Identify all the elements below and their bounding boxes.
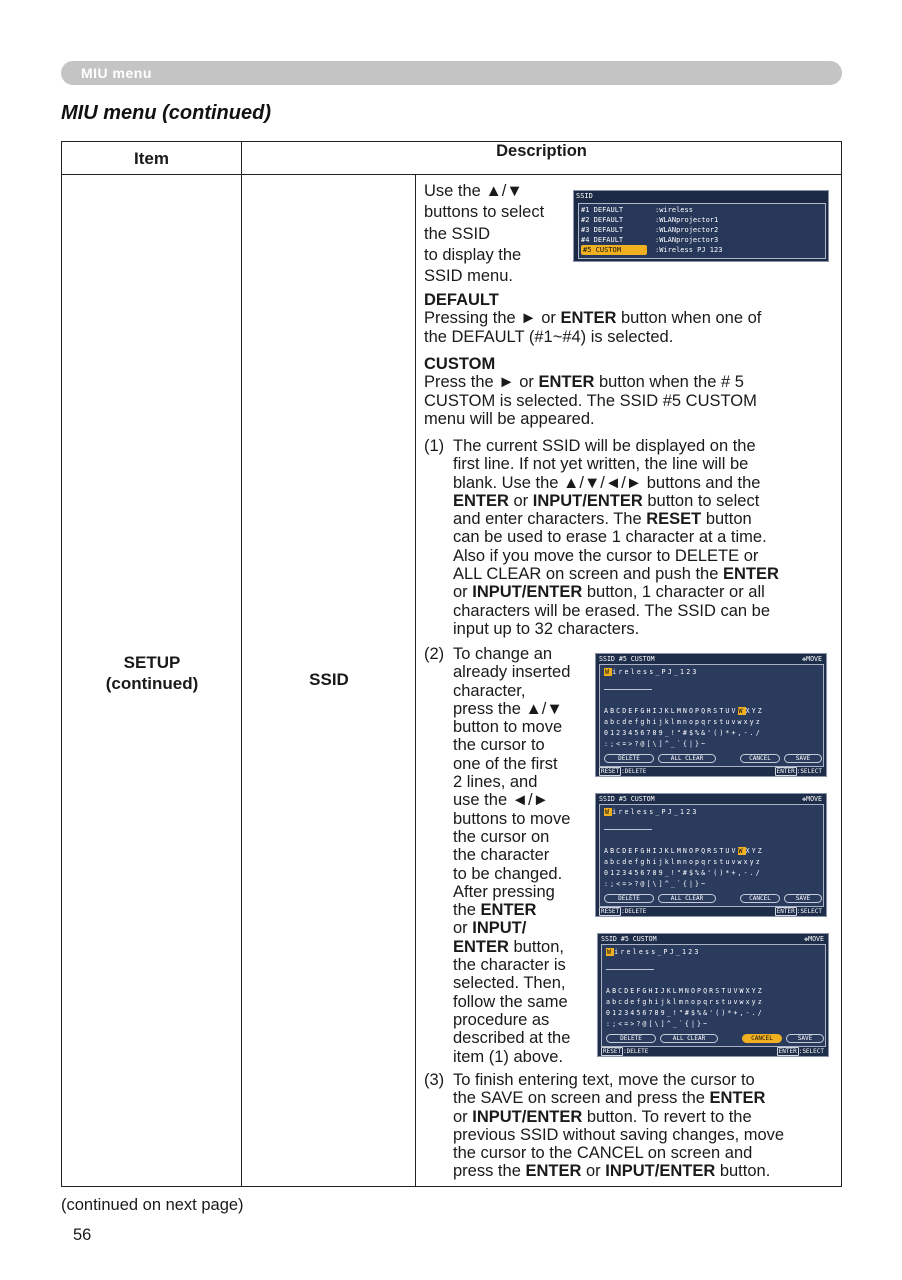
ssid-row-name: #2 DEFAULT (581, 216, 624, 224)
char-row-symbols: :;<=>?@[\]^_`{|}~ (604, 880, 708, 888)
intro-text (424, 181, 544, 287)
intro-line: to display the (424, 245, 522, 264)
ssid-row-name: #1 DEFAULT (581, 206, 624, 214)
dpad-icon: ✥ (802, 795, 807, 803)
dpad-icon: ✥ (802, 655, 807, 663)
item-name: SETUP (123, 653, 181, 672)
step-3-text: To finish entering text, move the cursor to the SAVE on screen and press the ENTER or INPUT/ENTER button. To revert to the previous SSID without saving changes, move the cursor to the CANCEL on screen and press the ENTER or INPUT/ENTER button. (453, 1071, 785, 1181)
cancel-button: CANCEL (740, 894, 780, 903)
page-number: 56 (73, 1226, 92, 1244)
char-row-lower: abcdefghijklmnopqrstuvwxyz (606, 998, 764, 1006)
step-3-number: (3) (424, 1071, 445, 1089)
keyboard-title: SSID #5 CUSTOM (601, 935, 657, 943)
delete-button: DELETE (604, 894, 654, 903)
custom-keyboard-screenshot-3 (597, 933, 829, 1057)
ssid-row (581, 225, 825, 235)
ssid-row-name: #4 DEFAULT (581, 236, 624, 244)
input-underline (606, 969, 654, 970)
input-underline (604, 829, 652, 830)
move-hint: ✥MOVE (802, 795, 822, 803)
default-heading: DEFAULT (424, 291, 499, 309)
ssid-input-line: Wireless_PJ_123 (605, 668, 699, 676)
custom-keyboard-screenshot-1 (595, 653, 827, 777)
custom-text-line: CUSTOM is selected. The SSID #5 CUSTOM (424, 391, 757, 410)
default-section (424, 291, 761, 346)
char-row-upper: ABCDEFGHIJKLMNOPQRSTUVWXYZ (604, 847, 764, 855)
custom-keyboard-screenshot-2 (595, 793, 827, 917)
default-text-line: the DEFAULT (#1~#4) is selected. (424, 327, 674, 346)
select-hint: ENTER :SELECT (776, 908, 822, 915)
page-title: MIU menu (continued) (61, 102, 271, 124)
reset-hint: RESET :DELETE (603, 1048, 649, 1055)
continued-note: (continued on next page) (61, 1196, 244, 1214)
section-label: MIU menu (81, 65, 152, 81)
ssid-row-value: :WLANprojector1 (655, 216, 719, 224)
subitem-cell-ssid: SSID (309, 670, 349, 689)
input-underline (604, 689, 652, 690)
ssid-list (578, 203, 826, 259)
intro-line: SSID menu. (424, 267, 513, 286)
item-cell-setup (62, 652, 242, 694)
all-clear-button: ALL CLEAR (658, 754, 716, 763)
custom-text-line: Press the ► or ENTER button when the # 5 (424, 373, 744, 392)
save-button: SAVE (784, 894, 822, 903)
select-hint: ENTER :SELECT (778, 1048, 824, 1055)
ssid-row-value: :WLANprojector2 (655, 226, 719, 234)
ssid-menu-screenshot (573, 190, 829, 262)
char-row-digits: 0123456789_!"#$%&'()*+,-./ (604, 869, 762, 877)
save-button: SAVE (784, 754, 822, 763)
char-row-digits: 0123456789_!"#$%&'()*+,-./ (604, 729, 762, 737)
ssid-row-value: :wireless (655, 206, 693, 214)
keyboard-title: SSID #5 CUSTOM (599, 795, 655, 803)
keyboard-panel (599, 804, 824, 907)
delete-button: DELETE (604, 754, 654, 763)
char-row-upper: ABCDEFGHIJKLMNOPQRSTUVWXYZ (604, 707, 764, 715)
all-clear-button: ALL CLEAR (660, 1034, 718, 1043)
ssid-row-selected (581, 245, 825, 255)
column-header-description: Description (496, 142, 587, 160)
char-row-symbols: :;<=>?@[\]^_`{|}~ (606, 1020, 710, 1028)
step-2-number: (2) (424, 645, 445, 663)
section-header-bar (61, 61, 842, 85)
ssid-row (581, 215, 825, 225)
intro-line: the SSID (424, 224, 491, 243)
move-hint: ✥MOVE (804, 935, 824, 943)
ssid-row (581, 205, 825, 215)
ssid-row-value: :Wireless PJ 123 (655, 246, 723, 254)
cancel-button-highlighted: CANCEL (742, 1034, 782, 1043)
ssid-row (581, 235, 825, 245)
ssid-row-value: :WLANprojector3 (655, 236, 719, 244)
ssid-row-name: #3 DEFAULT (581, 226, 624, 234)
reset-hint: RESET :DELETE (601, 768, 647, 775)
step-1-text: The current SSID will be displayed on the first line. If not yet written, the line will be blank. Use the ▲/▼/◄/► buttons and the ENTER or INPUT/ENTER button to select and enter characters. The RESET button can be used to erase 1 character at a time. Also if you move the cursor to DELETE or ALL CLEAR on screen and push the ENTER or INPUT/ENTER button, 1 character or all characters will be erased. The SSID can be input up to 32 characters. (453, 437, 779, 638)
table-header-row (62, 142, 841, 175)
keyboard-title: SSID #5 CUSTOM (599, 655, 655, 663)
all-clear-button: ALL CLEAR (658, 894, 716, 903)
ssid-row-name: #5 CUSTOM (581, 245, 647, 255)
char-row-upper: ABCDEFGHIJKLMNOPQRSTUVWXYZ (606, 987, 764, 995)
save-button: SAVE (786, 1034, 824, 1043)
char-row-lower: abcdefghijklmnopqrstuvwxyz (604, 718, 762, 726)
keyboard-panel (601, 944, 826, 1047)
custom-heading: CUSTOM (424, 355, 496, 373)
char-row-lower: abcdefghijklmnopqrstuvwxyz (604, 858, 762, 866)
reset-hint: RESET :DELETE (601, 908, 647, 915)
step-1-number: (1) (424, 437, 445, 455)
char-row-symbols: :;<=>?@[\]^_`{|}~ (604, 740, 708, 748)
custom-section (424, 355, 757, 428)
step-2-text: To change an already inserted character, press the ▲/▼ button to move the cursor to one of the first 2 lines, and use the ◄/► buttons to move the cursor on the character to be changed. After pressing the ENTER or INPUT/ ENTER button, the character is selected. Then, follow the same procedure as described at the item (1) above. (453, 645, 571, 1066)
delete-button: DELETE (606, 1034, 656, 1043)
keyboard-panel (599, 664, 824, 767)
move-hint: ✥MOVE (802, 655, 822, 663)
ssid-menu-title: SSID (576, 192, 593, 200)
dpad-icon: ✥ (804, 935, 809, 943)
column-header-item: Item (62, 142, 242, 175)
item-continued: (continued) (105, 674, 199, 693)
char-row-digits: 0123456789_!"#$%&'()*+,-./ (606, 1009, 764, 1017)
default-text-line: Pressing the ► or ENTER button when one of (424, 309, 762, 328)
intro-line: Use the ▲/▼ (424, 182, 523, 200)
select-hint: ENTER :SELECT (776, 768, 822, 775)
intro-line: buttons to select (424, 203, 545, 222)
ssid-input-line: Wireless_PJ_123 (607, 948, 701, 956)
custom-text-line: menu will be appeared. (424, 409, 595, 428)
cancel-button: CANCEL (740, 754, 780, 763)
ssid-input-line: Wireless_PJ_123 (605, 808, 699, 816)
